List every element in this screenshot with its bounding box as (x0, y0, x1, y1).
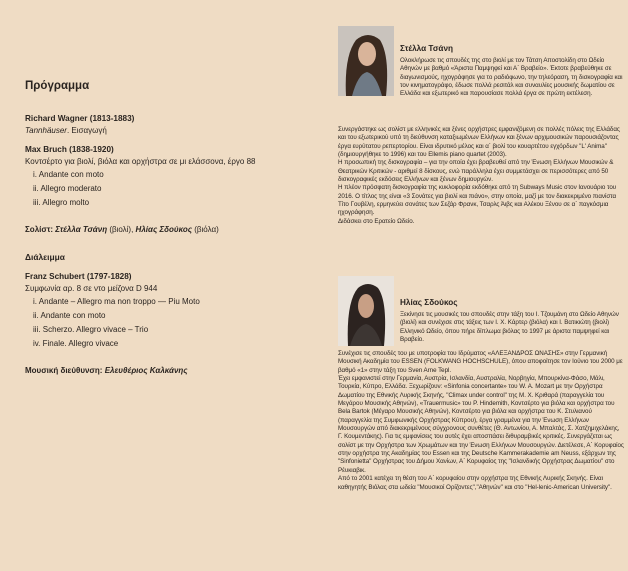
photo-stella-tsani (338, 26, 394, 96)
interval-heading: Διάλειμμα (25, 252, 65, 262)
composer-wagner: Richard Wagner (1813-1883) (25, 114, 135, 123)
work-schubert: Συμφωνία αρ. 8 σε ντο μείζονα D 944 (25, 284, 158, 293)
bio-text-stella-cont: Συνεργάστηκε ως σολίστ με ελληνικές και ξένες ορχήστρες εμφανιζόμενη σε πολλές πόλεις της Ελλάδας και του εξωτερικού υπό τη διεύθυνση καταξιωμένων Ελλήνων και ξένων αρχιμουσικών παρουσιάζοντας έργα ευρύτατου ρεπερτορίου. Είναι ιδρυτικό μέλος και α΄ βιολί του κουαρτέτου εγχόρδων "L' Anima" (δημιουργήθηκε το 1996) και του Ellemis piano quartet (2003). Η προσωπική της δισκογραφία – για την οποία έχει βραβευθεί από την Ένωση Ελλήνων Μουσικών & Θεατρικών Κριτικών - αριθμεί 8 δίσκους, ενώ παράλληλα έχει συμμετάσχει σε περισσότερες από 50 δισκογραφικές εκδόσεις Ελλήνων και ξένων δημιουργών. Η πλέον πρόσφατη δισκογραφία της κυκλοφορία εκδόθηκε από τη Subways Music στον Ιανουάριο του 2016. Ο τίτλος της είναι «3 Σονάτες για βιολί και πιάνο», στην οποία, μαζί με τον διακεκριμένο πιανίστα Τίτο Γουβέλη, ερμηνεύει σονάτες των Σεζάρ Φρανκ, Τσαρλς Άιβς και Αλέκου Ξένου σε α΄ παγκόσμια ηχογράφηση. Διδάσκει στο Ερατείο Ωδείο. (338, 126, 620, 225)
bio-text-stella: Ολοκλήρωσε τις σπουδές της στο βιολί με τον Τάτση Αποστολίδη στο Ωδείο Αθηνών με βαθμό «Άριστα Παμψηφεί και Α΄ Βραβείο». Έκτοτε βραβεύθηκε σε διαγωνισμούς, ηχογράφησε για το ραδιόφωνο, την τηλεόραση, τη δισκογραφία και τον κινηματογράφο, έδωσε πολλά ρεσιτάλ και συναυλίες μουσικής δωματίου σε Ελλάδα και εξωτερικό και παρουσίασε πολλά έργα σε πρώτη εκτέλεση. (400, 57, 623, 98)
photo-ilias-sdoukos (338, 276, 394, 346)
work-wagner: Tannhäuser. Εισαγωγή (25, 126, 107, 135)
movement: ii. Allegro moderato (33, 184, 102, 193)
bio-text-ilias: Ξεκίνησε τις μουσικές του σπουδές στην τάξη του Ι. Τζουμάνη στο Ωδείο Αθηνών (βιολί) και συνέχισε στις τάξεις των Ι. Χ. Κάρτερ (βιόλα) και Ι. Βατικιώτη (βιολί) Ελληνικό Ωδείο, όπου πήρε δίπλωμα βιόλας το 1997 με άριστα παμψηφεί και Βραβείο. (400, 311, 619, 344)
movement: i. Andante con moto (33, 170, 104, 179)
composer-schubert: Franz Schubert (1797-1828) (25, 272, 132, 281)
movement: iii. Allegro molto (33, 198, 90, 207)
movement: iv. Finale. Allegro vivace (33, 339, 119, 348)
bio-name-stella: Στέλλα Τσάνη (400, 44, 454, 53)
program-section (25, 80, 315, 377)
soloist-line: Σολίστ: Στέλλα Τσάνη (βιολί), Ηλίας Σδούκος (βιόλα) (25, 225, 219, 234)
movement: iii. Scherzo. Allegro vivace – Trio (33, 325, 149, 334)
bio-text-ilias-cont: Συνέχισε τις σπουδές του με υποτροφία του Ιδρύματος «ΑΛΕΞΑΝΔΡΟΣ ΩΝΑΣΗΣ» στην Γερμανική Μουσική Ακαδημία του ESSEN (FOLKWANG HOCHSCHULE), όπου αποφοίτησε τον Ιούνιο του 2000 με βαθμό «1» στην τάξη του Sven Arne Tepl. Έχει εμφανιστεί στην Γερμανία, Αυστρία, Ισλανδία, Αυστραλία, Νορβηγία, Μπουρκίνα-Φάσο, Μάλι, Τουρκία, Κύπρο, Ελλάδα. Ξεχωρίζουν: «Sinfonia concertante» του W. A. Mozart με την Ορχήστρα Δωματίου της Εθνικής Λυρικής Σκηνής, "Climax under control" της Μ. Χ. Κριθαρά (παραγγελία του Μεγάρου Μουσικής Αθηνών), «Trauermusic» του P. Hindemith, Κοντσέρτο για βιόλα και ορχήστρα του Bela Bartok (Μέγαρο Μουσικής Αθηνών), Κοντσέρτο για βιόλα και ορχήστρα του Κ. Στυλιανού (παραγγελία της Συμφωνικής Ορχήστρας Κύπρου), έργα γραμμένα για την Ένωση Ελλήνων Μουσουργών από διακεκριμένους σύγχρονους συνθέτες (Θ. Αντωνίου, Α. Μπαλτάς, Σ. Χατζημιχελάκης, Γ. Κουμεντάκης). Για τις εμφανίσεις του αυτές έχει αποσπάσει διθυραμβικές κριτικές. Συνεργάζεται ως σολίστ με την Ορχήστρα των Χρωμάτων και την Ένωση Ελλήνων Μουσουργών. Διετέλεσε, Α΄ Κορυφαίος στην ορχήστρα της Ακαδημίας του Essen και της Deutsche Kammerakademie am Neuss, εξάρχων της "Sinfonietta" Ορχήστρας του Δήμου Χανίων, Α΄ Κορυφαίος της "Ισλανδικής Ορχήστρας Δωματίου" στο Ρέυκιαβικ. Από το 2001 κατέχει τη θέση του Α΄ κορυφαίου στην ορχήστρα της Εθνικής Λυρικής Σκηνής. Είναι καθηγητής Βιόλας στα ωδεία "Μουσικοί Ορίζοντες","Αθηνών" και στο "Hel-lenic-American University". (338, 350, 624, 491)
conductor-line: Μουσική διεύθυνση: Ελευθέριος Καλκάνης (25, 366, 188, 375)
bio-name-ilias: Ηλίας Σδούκος (400, 298, 458, 307)
composer-bruch: Max Bruch (1838-1920) (25, 145, 114, 154)
movement: ii. Andante con moto (33, 311, 106, 320)
program-title: Πρόγραμμα (25, 80, 90, 92)
work-bruch: Κοντσέρτο για βιολί, βιόλα και ορχήστρα σε μι ελάσσονα, έργο 88 (25, 157, 256, 166)
movement: i. Andante – Allegro ma non troppo — Piu Moto (33, 297, 200, 306)
